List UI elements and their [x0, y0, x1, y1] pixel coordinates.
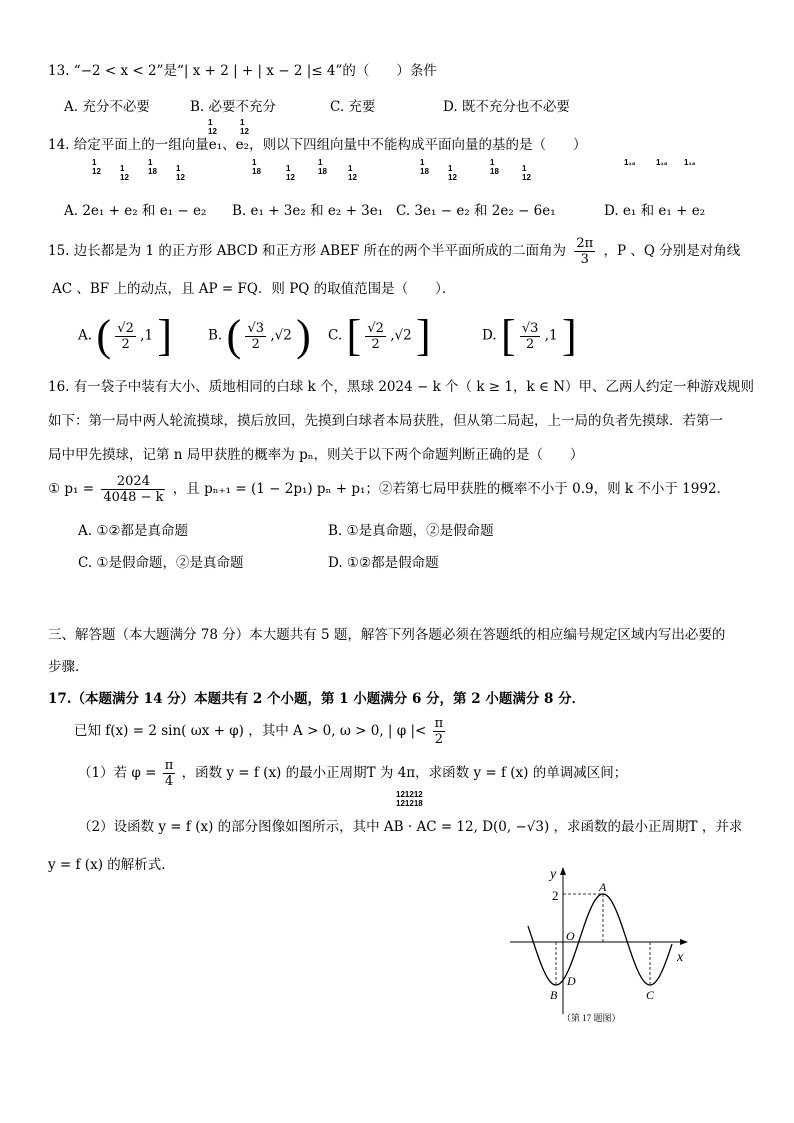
q15-stem-line2: AC 、BF 上的动点，且 AP = FQ．则 PQ 的取值范围是（ ）． [52, 281, 456, 297]
fraction-denominator: 2 [371, 336, 380, 352]
q15-angle-fraction [574, 236, 595, 267]
artifact-fraction: 1 12 [522, 164, 531, 182]
artifact-fraction: 1₁₈ [684, 158, 696, 167]
right-bracket: ] [157, 311, 172, 360]
q14-option-a: A. 2e₁ + e₂ 和 e₁ − e₂ [64, 203, 207, 219]
option-fraction [520, 321, 541, 352]
q16-option-b: B. ①是真命题，②是假命题 [328, 523, 494, 539]
y-axis-label: y [550, 867, 557, 882]
x-axis-label: x [677, 950, 684, 965]
fraction-denominator: 2 [121, 336, 130, 352]
artifact-fraction: 1₁₈ [624, 158, 636, 167]
fraction-denominator: 2 [526, 336, 535, 352]
artifact-fraction: 1 12 [286, 164, 295, 182]
q16-p1-lhs: ① p₁ = [48, 481, 95, 497]
right-bracket: ) [296, 311, 311, 360]
artifact-fraction: 1 12 [92, 158, 101, 176]
artifact-fraction: 1 12 [348, 164, 357, 182]
x-axis-arrow [680, 939, 688, 945]
left-bracket: [ [346, 311, 362, 360]
q17-given [74, 716, 445, 747]
artifact-fraction: 1 12 [240, 118, 249, 136]
q13-option-d: D. 既不充分也不必要 [443, 99, 570, 115]
fraction-denominator: 4048 − k [103, 490, 164, 505]
q16-p1-fraction [101, 474, 165, 505]
q16-option-a: A. ①②都是真命题 [78, 523, 189, 539]
q17-part2-line2: y = f (x) 的解析式． [48, 857, 175, 873]
option-label: D. [482, 327, 497, 344]
q16-line2: 如下：第一局中两人轮流摸球，摸后放回，先摸到白球者本局获胜，但从第二局起，上一局的负者先摸球．若第一 [48, 413, 723, 429]
q17-heading: 17.（本题满分 14 分）本题共有 2 个小题，第 1 小题满分 6 分，第 2 小题满分 8 分． [48, 691, 586, 707]
fraction-numerator: π [164, 758, 174, 773]
artifact-fraction: 1 18 [148, 158, 157, 176]
q16-line3: 局中甲先摸球，记第 n 局甲获胜的概率为 pₙ，则关于以下两个命题判断正确的是（ ） [48, 447, 584, 463]
artifact-fraction: 1 12 [208, 118, 217, 136]
option-upper-value: ,√2 [390, 327, 412, 344]
fraction-denominator: 2 [434, 732, 444, 747]
q17-part1-text: （1）若 φ = [78, 765, 157, 781]
q14-option-d: D. e₁ 和 e₁ + e₂ [604, 203, 706, 219]
fraction-numerator: 2024 [101, 474, 165, 490]
figure-caption: （第 17 题图） [562, 1013, 621, 1023]
point-d-label: D [567, 974, 576, 988]
y-axis-arrow [560, 867, 566, 875]
option-fraction [245, 321, 266, 352]
fraction-denominator: 2 [251, 336, 260, 352]
artifact-fraction: 1 18 [420, 158, 429, 176]
right-bracket: ] [561, 311, 577, 360]
q17-part1-rest: ，函数 y = f (x) 的最小正周期T 为 4π，求函数 y = f (x) 的单调减区间； [181, 765, 628, 781]
option-fraction [365, 321, 386, 352]
q15-stem-b: ，P 、Q 分别是对角线 [603, 243, 741, 259]
q15-stem-line1 [48, 236, 740, 267]
q14-option-b: B. e₁ + 3e₂ 和 e₂ + 3e₁ [232, 203, 384, 219]
sine-curve [528, 894, 672, 985]
artifact-fraction: 1 12 [176, 164, 185, 182]
artifact-fraction: 1 18 [318, 158, 327, 176]
q13-option-c: C. 充要 [330, 99, 376, 115]
option-label: B. [208, 327, 223, 344]
artifact-fraction: 1 12 [120, 164, 129, 182]
option-label: A. [78, 327, 93, 344]
option-upper-value: ,1 [544, 327, 558, 344]
q14-stem: 14. 给定平面上的一组向量e₁、e₂，则以下四组向量中不能构成平面向量的基的是（ ） [48, 137, 587, 153]
y-value-2: 2 [552, 888, 559, 903]
q16-line4-rest: ，且 pₙ₊₁ = (1 − 2p₁) pₙ + p₁；②若第七局甲获胜的概率不小于 0.9，则 k 不小于 1992． [172, 481, 731, 497]
q14-option-c: C. 3e₁ − e₂ 和 2e₂ − 6e₁ [396, 203, 556, 219]
section3-intro-line2: 步骤． [48, 659, 89, 675]
option-fraction [115, 321, 136, 352]
q17-part2-line1: （2）设函数 y = f (x) 的部分图像如图所示，其中 AB · AC = 12, D(0, −√3) ，求函数的最小正周期T ，并求 [78, 819, 743, 835]
artifact-fraction: 1₁₈ [656, 158, 668, 167]
q13-stem: 13. “−2 < x < 2”是“| x + 2 | + | x − 2 |≤ 4”的（ ）条件 [48, 63, 437, 79]
q15-option-d [482, 311, 577, 360]
q16-line4 [48, 474, 730, 505]
artifact-fraction: 121212 121218 [396, 790, 423, 808]
section3-intro-line1: 三、解答题（本大题满分 78 分）本大题共有 5 题，解答下列各题必须在答题纸的相应编号规定区域内写出必要的 [48, 627, 726, 643]
origin-label: O [566, 929, 575, 943]
point-b-label: B [550, 988, 558, 1002]
option-upper-value: ,√2 [270, 327, 292, 344]
artifact-fraction: 1 18 [490, 158, 499, 176]
q13-option-b: B. 必要不充分 [190, 99, 277, 115]
q15-option-a [78, 311, 172, 360]
q15-option-b [208, 311, 311, 360]
q13-option-a: A. 充分不必要 [64, 99, 150, 115]
fraction-denominator: 3 [580, 252, 589, 267]
fraction-numerator: π [434, 716, 444, 731]
fraction-numerator: √2 [117, 320, 134, 336]
q17-graph-figure [500, 864, 700, 1030]
point-a-label: A [599, 880, 607, 894]
q15-stem-a: 15. 边长都是为 1 的正方形 ABCD 和正方形 ABEF 所在的两个半平面所成的二面角为 [48, 243, 567, 259]
fraction-numerator: √3 [247, 320, 265, 336]
option-upper-value: ,1 [140, 327, 154, 344]
option-label: C. [328, 327, 343, 344]
fraction-numerator: √3 [521, 320, 539, 336]
q15-option-c [328, 311, 431, 360]
point-c-label: C [646, 988, 655, 1002]
left-bracket: ( [226, 311, 242, 360]
q17-part1-fraction [163, 758, 176, 789]
q17-given-fraction [433, 716, 446, 747]
q16-option-d: D. ①②都是假命题 [328, 555, 439, 571]
q16-line1: 16. 有一袋子中装有大小、质地相同的白球 k 个，黑球 2024 − k 个（ k ≥ 1，k ∈ N）甲、乙两人约定一种游戏规则 [48, 379, 755, 395]
fraction-denominator: 4 [164, 774, 174, 789]
right-bracket: ] [416, 311, 431, 360]
fraction-numerator: 2π [576, 236, 594, 251]
q17-given-text: 已知 f(x) = 2 sin( ωx + φ) ，其中 A > 0, ω > 0, | φ |< [74, 723, 427, 739]
q17-part1 [78, 758, 627, 789]
left-bracket: [ [500, 311, 516, 360]
artifact-fraction: 1 18 [252, 158, 261, 176]
q16-option-c: C. ①是假命题，②是真命题 [78, 555, 244, 571]
left-bracket: ( [96, 311, 111, 360]
fraction-numerator: √2 [367, 320, 384, 336]
artifact-fraction: 1 12 [448, 164, 457, 182]
